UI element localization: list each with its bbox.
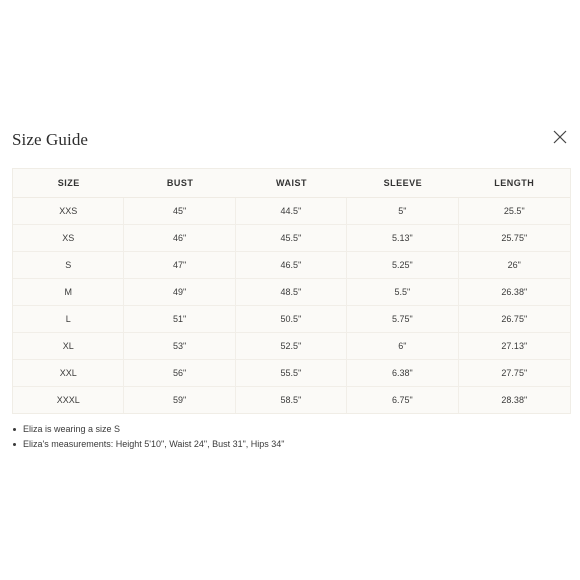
cell-sleeve: 5.5"	[347, 279, 458, 306]
cell-waist: 55.5''	[236, 360, 347, 387]
cell-waist: 52.5''	[236, 333, 347, 360]
cell-size: XL	[13, 333, 124, 360]
cell-sleeve: 6.38"	[347, 360, 458, 387]
table-row	[13, 225, 570, 252]
header-size: SIZE	[13, 169, 124, 198]
note-item: Eliza's measurements: Height 5'10", Waist 24", Bust 31", Hips 34"	[12, 438, 285, 453]
cell-size: XS	[13, 225, 124, 252]
modal-title: Size Guide	[12, 130, 89, 149]
cell-sleeve: 5"	[347, 198, 458, 225]
close-button[interactable]	[553, 130, 573, 150]
header-waist: WAIST	[236, 169, 347, 198]
cell-bust: 51"	[124, 306, 235, 333]
cell-size: M	[13, 279, 124, 306]
table-row	[13, 333, 570, 360]
cell-length: 28.38"	[501, 395, 528, 405]
cell-waist: 46.5''	[236, 252, 347, 279]
cell-sleeve: 6"	[347, 333, 458, 360]
cell-size: S	[13, 252, 124, 279]
table-row	[13, 387, 570, 413]
table-row	[13, 198, 570, 225]
cell-waist: 48.5''	[236, 279, 347, 306]
cell-length: 27.13"	[459, 333, 570, 360]
cell-waist: 44.5''	[236, 198, 347, 225]
cell-size: XXXL	[13, 387, 124, 413]
note-item: Eliza is wearing a size S	[12, 423, 285, 438]
cell-bust: 46"	[124, 225, 235, 252]
table-row	[13, 279, 570, 306]
size-table	[13, 169, 570, 413]
cell-size: L	[13, 306, 124, 333]
cell-sleeve: 6.75"	[347, 387, 458, 413]
cell-length: 25.5"	[459, 198, 570, 225]
cell-bust: 56"	[124, 360, 235, 387]
cell-size: XXL	[13, 360, 124, 387]
header-sleeve: SLEEVE	[347, 169, 458, 198]
close-icon	[553, 130, 567, 144]
cell-length: 26.75"	[459, 306, 570, 333]
cell-bust: 47"	[124, 252, 235, 279]
table-header-row	[13, 169, 570, 198]
cell-bust: 53"	[124, 333, 235, 360]
table-row	[13, 306, 570, 333]
cell-length: 27.75"	[459, 360, 570, 387]
cell-length: 26.38"	[459, 279, 570, 306]
table-row	[13, 360, 570, 387]
header-bust: BUST	[124, 169, 235, 198]
cell-waist: 45.5''	[236, 225, 347, 252]
cell-length: 26"	[459, 252, 570, 279]
size-table-container	[12, 168, 571, 414]
cell-bust: 49"	[124, 279, 235, 306]
cell-waist: 58.5''	[236, 387, 347, 413]
cell-waist: 50.5''	[236, 306, 347, 333]
cell-bust: 45"	[124, 198, 235, 225]
cell-sleeve: 5.25"	[347, 252, 458, 279]
cell-bust: 59"	[124, 387, 235, 413]
cell-sleeve: 5.75"	[347, 306, 458, 333]
cell-length: 25.75"	[459, 225, 570, 252]
model-notes	[12, 423, 285, 453]
table-row	[13, 252, 570, 279]
header-length: LENGTH	[459, 169, 570, 198]
cell-sleeve: 5.13"	[347, 225, 458, 252]
cell-size: XXS	[13, 198, 124, 225]
